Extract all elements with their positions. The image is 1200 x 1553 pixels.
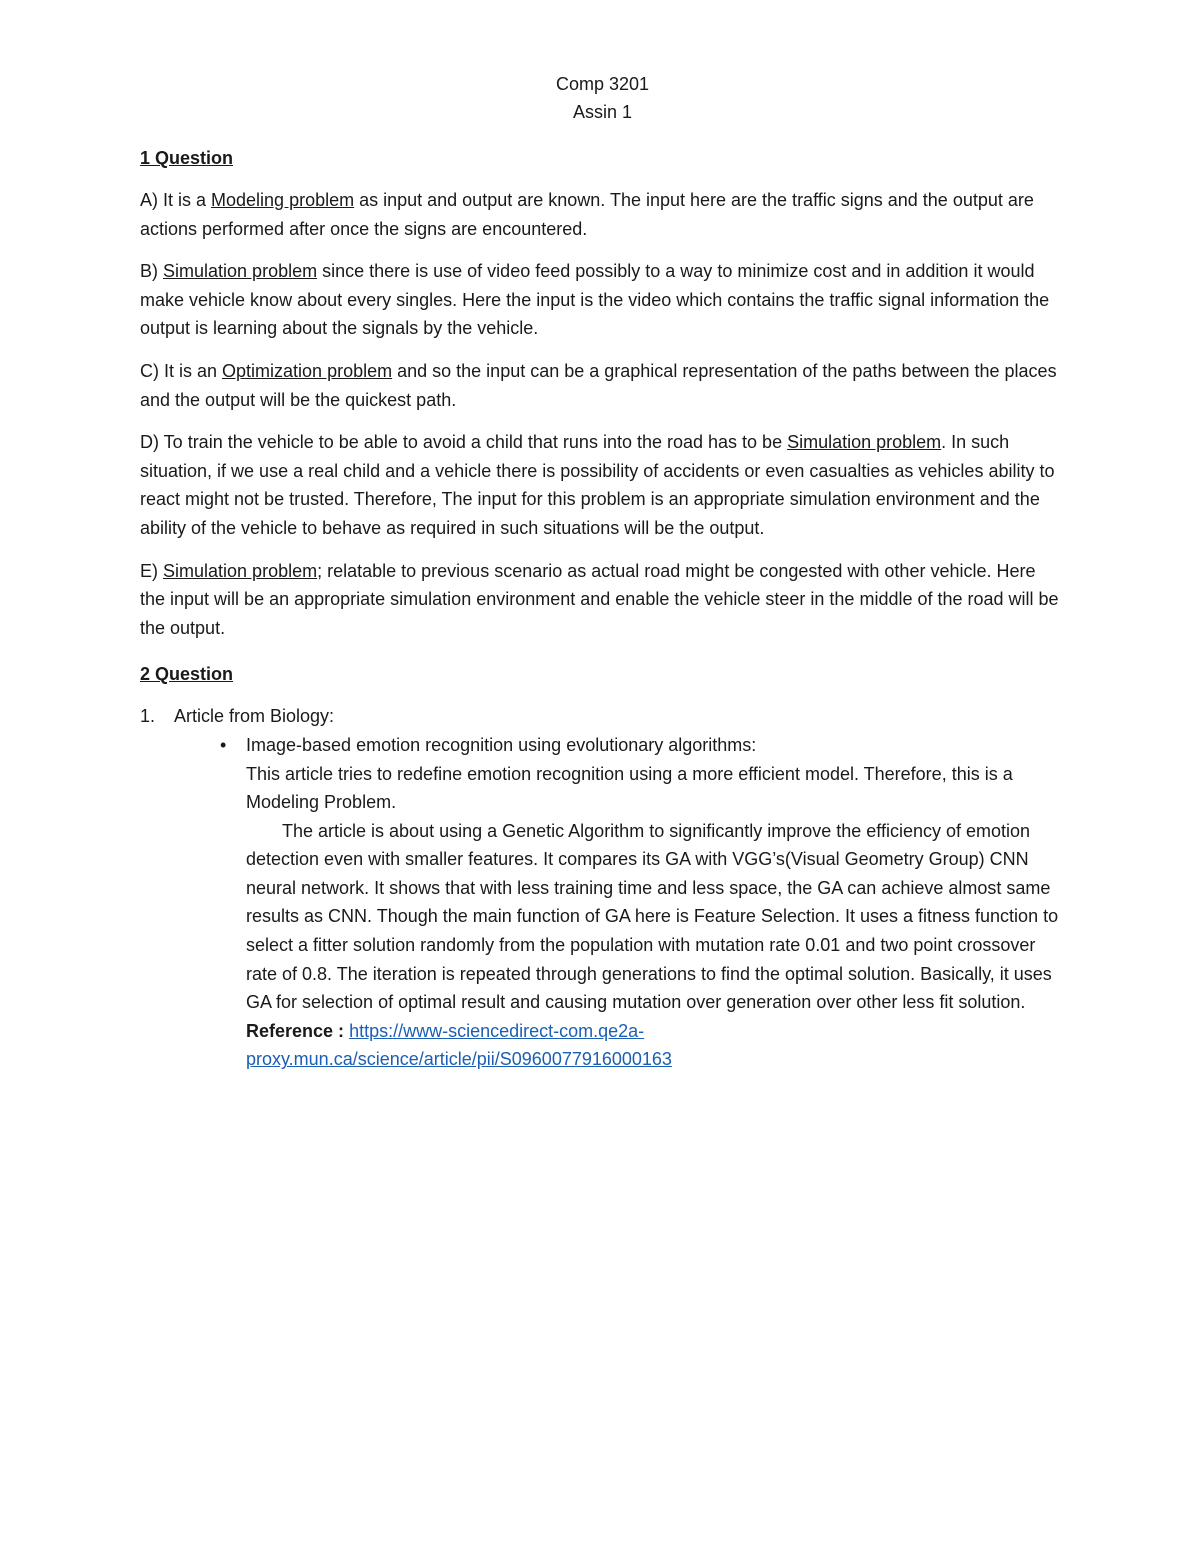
numbered-item-1	[140, 702, 1065, 731]
answer-d-term: Simulation problem	[787, 432, 942, 453]
answer-e-term: Simulation problem	[163, 560, 318, 581]
item-number: 1.	[140, 706, 156, 727]
reference-link-line-2: proxy.mun.ca/science/article/pii/S0960077916000163	[246, 1049, 672, 1070]
answer-a	[140, 186, 1065, 243]
answer-b-term: Simulation problem	[163, 261, 318, 282]
answer-b	[140, 257, 1065, 343]
article-summary-text: The article is about using a Genetic Algorithm to significantly improve the efficiency of emotion detection even with smaller features. It compares its GA with VGG’s(Visual Geometry Group) CNN neural network. It shows that with less training time and less space, the GA can achieve almost same results as CNN. Though the main function of GA here is Feature Selection. It uses a fitness function to select a fitter solution randomly from the population with mutation rate 0.01 and two point crossover rate of 0.8. The iteration is repeated through generations to find the optimal solution. Basically, it uses GA for selection of optimal result and causing mutation over generation over other less fit solution.	[246, 820, 1059, 1013]
reference-label: Reference :	[246, 1020, 345, 1041]
article-intro: This article tries to redefine emotion recognition using a more efficient model. Therefore, this is a Modeling Problem.	[246, 763, 1013, 813]
reference	[246, 1017, 1065, 1074]
answer-a-text: as input and output are known. The input here are the traffic signs and the output are actions performed after once the signs are encountered.	[140, 190, 1034, 239]
answer-d-text: . In such situation, if we use a real child and a vehicle there is possibility of accidents or even casualties as vehicles ability to react might not be trusted. Therefore, The input for this problem is an appropriate simulation environment and the ability of the vehicle to behave as required in such situations will be the output.	[140, 432, 1055, 538]
answer-c	[140, 357, 1065, 414]
answer-a-label: A)	[140, 190, 158, 210]
answer-d-label: D)	[140, 432, 159, 453]
answer-e	[140, 557, 1065, 643]
item-label: Article from Biology:	[174, 706, 335, 727]
answer-c-label: C)	[140, 360, 159, 381]
document-subtitle: Assin 1	[572, 102, 633, 122]
document-title: Comp 3201	[555, 74, 650, 94]
answer-c-pre: It is an	[159, 360, 223, 381]
reference-link-line-1: https://www-sciencedirect-com.qe2a-	[349, 1020, 645, 1041]
answer-d	[140, 428, 1065, 542]
answer-e-label: E)	[140, 560, 158, 581]
answer-b-text: since there is use of video feed possibly to a way to minimize cost and in addition it would make vehicle know about every singles. Here the input is the video which contains the traffic signal information the output is learning about the signals by the vehicle.	[140, 261, 1050, 339]
answer-b-label: B)	[140, 261, 158, 282]
question-1-heading: 1 Question	[140, 148, 234, 168]
answer-a-term: Modeling problem	[211, 190, 355, 210]
bullet-item	[220, 731, 1065, 1074]
document-content	[140, 70, 1065, 1074]
answer-e-text: ; relatable to previous scenario as actual road might be congested with other vehicle. Here the input will be an appropriate simulation environment and enable the vehicle steer in the middle of the road will be the output.	[140, 560, 1059, 638]
question-2-heading: 2 Question	[140, 664, 234, 685]
answer-d-pre: To train the vehicle to be able to avoid a child that runs into the road has to be	[159, 432, 788, 453]
article-summary	[246, 817, 1065, 1017]
answer-c-text: and so the input can be a graphical representation of the paths between the places and the output will be the quickest path.	[140, 360, 1057, 410]
bullet-icon: •	[220, 734, 227, 755]
answer-a-pre: It is a	[158, 190, 212, 210]
article-title: Image-based emotion recognition using evolutionary algorithms:	[246, 734, 757, 755]
answer-c-term: Optimization problem	[222, 360, 393, 381]
